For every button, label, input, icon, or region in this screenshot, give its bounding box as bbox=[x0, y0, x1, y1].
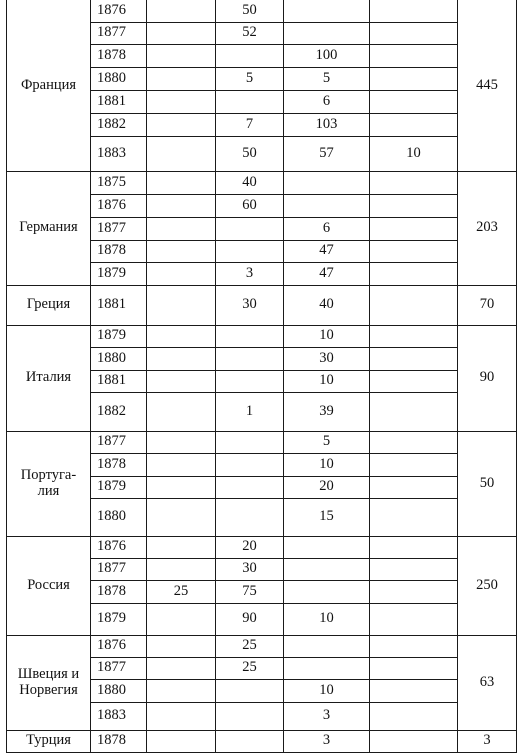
value-cell-c3: 5 bbox=[284, 67, 370, 90]
value-cell-c2 bbox=[216, 702, 284, 730]
value-cell-c1 bbox=[147, 679, 216, 702]
value-cell-c2 bbox=[216, 347, 284, 370]
year-cell: 1878 bbox=[91, 240, 147, 262]
year-cell: 1876 bbox=[91, 194, 147, 217]
value-cell-c1 bbox=[147, 702, 216, 730]
value-cell-c2: 30 bbox=[216, 558, 284, 580]
year-cell: 1876 bbox=[91, 536, 147, 558]
value-cell-c2 bbox=[216, 453, 284, 476]
total-cell: 3 bbox=[458, 730, 517, 752]
year-cell: 1877 bbox=[91, 431, 147, 453]
value-cell-c3: 3 bbox=[284, 730, 370, 752]
year-cell: 1875 bbox=[91, 171, 147, 194]
value-cell-c1: 25 bbox=[147, 580, 216, 603]
value-cell-c1 bbox=[147, 262, 216, 285]
value-cell-c1 bbox=[147, 136, 216, 171]
country-name-line: Норвегия bbox=[19, 681, 78, 698]
value-cell-c1 bbox=[147, 657, 216, 679]
value-cell-c4 bbox=[370, 262, 458, 285]
value-cell-c2 bbox=[216, 90, 284, 113]
year-cell: 1879 bbox=[91, 262, 147, 285]
value-cell-c1 bbox=[147, 370, 216, 392]
value-cell-c1 bbox=[147, 0, 216, 22]
value-cell-c2: 50 bbox=[216, 136, 284, 171]
value-cell-c1 bbox=[147, 325, 216, 347]
value-cell-c4 bbox=[370, 194, 458, 217]
year-cell: 1883 bbox=[91, 702, 147, 730]
value-cell-c3 bbox=[284, 558, 370, 580]
table-row bbox=[7, 431, 517, 453]
total-cell: 50 bbox=[458, 431, 517, 536]
year-cell: 1880 bbox=[91, 679, 147, 702]
year-cell: 1879 bbox=[91, 325, 147, 347]
value-cell-c4 bbox=[370, 453, 458, 476]
value-cell-c2: 25 bbox=[216, 657, 284, 679]
value-cell-c1 bbox=[147, 536, 216, 558]
value-cell-c4 bbox=[370, 536, 458, 558]
value-cell-c4 bbox=[370, 730, 458, 752]
year-cell: 1877 bbox=[91, 217, 147, 240]
year-cell: 1878 bbox=[91, 730, 147, 752]
year-cell: 1879 bbox=[91, 603, 147, 635]
value-cell-c2 bbox=[216, 240, 284, 262]
value-cell-c3 bbox=[284, 657, 370, 679]
value-cell-c2: 75 bbox=[216, 580, 284, 603]
country-name-cell bbox=[7, 0, 91, 171]
value-cell-c3: 30 bbox=[284, 347, 370, 370]
value-cell-c3 bbox=[284, 0, 370, 22]
country-name-line: Португа- bbox=[20, 467, 77, 484]
value-cell-c1 bbox=[147, 558, 216, 580]
value-cell-c1 bbox=[147, 635, 216, 657]
value-cell-c4 bbox=[370, 285, 458, 325]
value-cell-c4 bbox=[370, 347, 458, 370]
value-cell-c2 bbox=[216, 679, 284, 702]
value-cell-c4 bbox=[370, 580, 458, 603]
value-cell-c3: 3 bbox=[284, 702, 370, 730]
value-cell-c3: 10 bbox=[284, 325, 370, 347]
country-name-cell bbox=[7, 325, 91, 431]
country-name-line: Швеция и bbox=[17, 666, 80, 683]
value-cell-c3: 40 bbox=[284, 285, 370, 325]
value-cell-c3 bbox=[284, 171, 370, 194]
value-cell-c3: 103 bbox=[284, 113, 370, 136]
value-cell-c2: 20 bbox=[216, 536, 284, 558]
total-cell: 203 bbox=[458, 171, 517, 285]
country-name-line: Франция bbox=[20, 76, 77, 93]
value-cell-c1 bbox=[147, 347, 216, 370]
value-cell-c2: 3 bbox=[216, 262, 284, 285]
value-cell-c4 bbox=[370, 22, 458, 44]
value-cell-c2 bbox=[216, 370, 284, 392]
country-name-line: Германия bbox=[19, 219, 78, 236]
total-cell: 63 bbox=[458, 635, 517, 730]
country-name-cell bbox=[7, 285, 91, 325]
country-year-table bbox=[6, 0, 517, 753]
value-cell-c3 bbox=[284, 635, 370, 657]
value-cell-c4 bbox=[370, 44, 458, 67]
country-name-line: Россия bbox=[27, 576, 70, 593]
value-cell-c2: 25 bbox=[216, 635, 284, 657]
value-cell-c2 bbox=[216, 498, 284, 536]
value-cell-c3: 6 bbox=[284, 90, 370, 113]
value-cell-c3: 57 bbox=[284, 136, 370, 171]
year-cell: 1876 bbox=[91, 0, 147, 22]
year-cell: 1880 bbox=[91, 498, 147, 536]
value-cell-c2: 60 bbox=[216, 194, 284, 217]
value-cell-c4 bbox=[370, 679, 458, 702]
value-cell-c4 bbox=[370, 558, 458, 580]
total-cell: 250 bbox=[458, 536, 517, 635]
value-cell-c4 bbox=[370, 370, 458, 392]
value-cell-c4 bbox=[370, 325, 458, 347]
value-cell-c4 bbox=[370, 113, 458, 136]
year-cell: 1876 bbox=[91, 635, 147, 657]
value-cell-c1 bbox=[147, 730, 216, 752]
value-cell-c2 bbox=[216, 217, 284, 240]
table-row bbox=[7, 730, 517, 752]
data-table-page bbox=[6, 0, 516, 753]
value-cell-c2: 90 bbox=[216, 603, 284, 635]
value-cell-c1 bbox=[147, 171, 216, 194]
value-cell-c3: 47 bbox=[284, 262, 370, 285]
value-cell-c4 bbox=[370, 635, 458, 657]
value-cell-c1 bbox=[147, 67, 216, 90]
value-cell-c2: 5 bbox=[216, 67, 284, 90]
value-cell-c3: 10 bbox=[284, 679, 370, 702]
year-cell: 1878 bbox=[91, 580, 147, 603]
value-cell-c2: 52 bbox=[216, 22, 284, 44]
value-cell-c1 bbox=[147, 217, 216, 240]
country-name-cell bbox=[7, 171, 91, 285]
value-cell-c3 bbox=[284, 536, 370, 558]
value-cell-c2 bbox=[216, 476, 284, 498]
value-cell-c2: 50 bbox=[216, 0, 284, 22]
table-row bbox=[7, 285, 517, 325]
value-cell-c1 bbox=[147, 90, 216, 113]
country-name-cell bbox=[7, 431, 91, 536]
country-name-cell bbox=[7, 536, 91, 635]
country-name-line: лия bbox=[37, 482, 60, 499]
value-cell-c1 bbox=[147, 603, 216, 635]
year-cell: 1878 bbox=[91, 44, 147, 67]
year-cell: 1883 bbox=[91, 136, 147, 171]
value-cell-c2: 1 bbox=[216, 392, 284, 431]
value-cell-c1 bbox=[147, 392, 216, 431]
total-cell: 90 bbox=[458, 325, 517, 431]
table-row bbox=[7, 536, 517, 558]
value-cell-c2 bbox=[216, 431, 284, 453]
value-cell-c4 bbox=[370, 498, 458, 536]
value-cell-c2 bbox=[216, 325, 284, 347]
value-cell-c1 bbox=[147, 194, 216, 217]
value-cell-c3: 5 bbox=[284, 431, 370, 453]
table-row bbox=[7, 325, 517, 347]
value-cell-c1 bbox=[147, 285, 216, 325]
total-cell: 70 bbox=[458, 285, 517, 325]
value-cell-c1 bbox=[147, 44, 216, 67]
year-cell: 1878 bbox=[91, 453, 147, 476]
value-cell-c1 bbox=[147, 453, 216, 476]
value-cell-c3: 15 bbox=[284, 498, 370, 536]
year-cell: 1881 bbox=[91, 370, 147, 392]
year-cell: 1881 bbox=[91, 285, 147, 325]
value-cell-c4 bbox=[370, 603, 458, 635]
year-cell: 1882 bbox=[91, 113, 147, 136]
value-cell-c4 bbox=[370, 171, 458, 194]
value-cell-c3 bbox=[284, 580, 370, 603]
value-cell-c3: 6 bbox=[284, 217, 370, 240]
table-row bbox=[7, 0, 517, 22]
year-cell: 1880 bbox=[91, 347, 147, 370]
table-row bbox=[7, 635, 517, 657]
value-cell-c4 bbox=[370, 0, 458, 22]
value-cell-c3: 39 bbox=[284, 392, 370, 431]
year-cell: 1879 bbox=[91, 476, 147, 498]
total-cell: 445 bbox=[458, 0, 517, 171]
value-cell-c4 bbox=[370, 392, 458, 431]
value-cell-c4 bbox=[370, 217, 458, 240]
value-cell-c3 bbox=[284, 22, 370, 44]
value-cell-c4: 10 bbox=[370, 136, 458, 171]
value-cell-c1 bbox=[147, 113, 216, 136]
value-cell-c4 bbox=[370, 702, 458, 730]
value-cell-c3: 47 bbox=[284, 240, 370, 262]
country-name-line: Италия bbox=[25, 369, 72, 386]
year-cell: 1877 bbox=[91, 657, 147, 679]
value-cell-c3: 10 bbox=[284, 453, 370, 476]
year-cell: 1877 bbox=[91, 22, 147, 44]
value-cell-c4 bbox=[370, 476, 458, 498]
value-cell-c1 bbox=[147, 22, 216, 44]
country-name-line: Греция bbox=[26, 296, 71, 313]
country-name-cell bbox=[7, 730, 91, 752]
value-cell-c4 bbox=[370, 90, 458, 113]
year-cell: 1881 bbox=[91, 90, 147, 113]
value-cell-c4 bbox=[370, 431, 458, 453]
country-name-line: Турция bbox=[26, 732, 71, 749]
value-cell-c4 bbox=[370, 240, 458, 262]
value-cell-c3: 10 bbox=[284, 370, 370, 392]
value-cell-c4 bbox=[370, 67, 458, 90]
value-cell-c1 bbox=[147, 431, 216, 453]
value-cell-c3: 100 bbox=[284, 44, 370, 67]
value-cell-c2: 7 bbox=[216, 113, 284, 136]
year-cell: 1880 bbox=[91, 67, 147, 90]
value-cell-c3: 20 bbox=[284, 476, 370, 498]
value-cell-c2 bbox=[216, 730, 284, 752]
value-cell-c4 bbox=[370, 657, 458, 679]
table-row bbox=[7, 171, 517, 194]
value-cell-c2: 40 bbox=[216, 171, 284, 194]
value-cell-c1 bbox=[147, 476, 216, 498]
value-cell-c2: 30 bbox=[216, 285, 284, 325]
table-body bbox=[7, 0, 517, 752]
value-cell-c1 bbox=[147, 240, 216, 262]
value-cell-c2 bbox=[216, 44, 284, 67]
value-cell-c3: 10 bbox=[284, 603, 370, 635]
value-cell-c1 bbox=[147, 498, 216, 536]
year-cell: 1877 bbox=[91, 558, 147, 580]
year-cell: 1882 bbox=[91, 392, 147, 431]
value-cell-c3 bbox=[284, 194, 370, 217]
country-name-cell bbox=[7, 635, 91, 730]
